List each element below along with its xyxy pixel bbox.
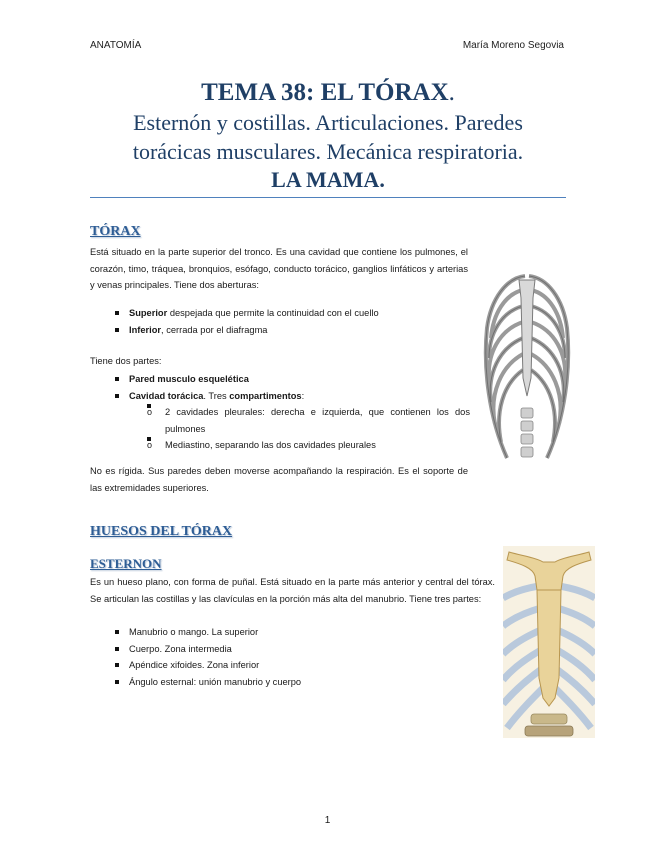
list-item: Inferior, cerrada por el diafragma xyxy=(115,322,379,339)
subsection-heading-esternon: ESTERNON xyxy=(90,556,162,571)
list-item: Manubrio o mango. La superior xyxy=(115,624,301,641)
torax-intro: Está situado en la parte superior del tronco. Es una cavidad que contiene los pulmones, el corazón, timo, tráquea, bronquios, esófago, conducto torácico, ganglios linfáticos y arterias y venas principales. Tiene dos aberturas: xyxy=(90,247,468,290)
compartimentos-list xyxy=(143,404,470,454)
list-item: Ángulo esternal: unión manubrio y cuerpo xyxy=(115,674,301,691)
torax-closing: No es rígida. Sus paredes deben moverse acompañando la respiración. Es el soporte de las extremidades superiores. xyxy=(90,466,468,493)
header-left: ANATOMÍA xyxy=(90,40,142,51)
section-heading-torax: TÓRAX xyxy=(90,224,141,239)
document-title xyxy=(90,78,566,194)
list-item: Cuerpo. Zona intermedia xyxy=(115,641,301,658)
title-line-1: TEMA 38: EL TÓRAX xyxy=(201,79,449,106)
list-item: o Mediastino, separando las dos cavidades pleurales xyxy=(143,437,470,454)
sternum-illustration xyxy=(503,546,595,738)
page-number: 1 xyxy=(324,815,331,826)
header-right: María Moreno Segovia xyxy=(462,40,564,51)
partes-intro: Tiene dos partes: xyxy=(90,356,162,366)
esternon-parts-list xyxy=(115,624,301,690)
title-line-3: torácicas musculares. Mecánica respiratoria. xyxy=(132,139,524,164)
title-line-2: Esternón y costillas. Articulaciones. Paredes xyxy=(133,110,523,135)
title-line-4: LA MAMA. xyxy=(271,167,385,192)
partes-list xyxy=(115,371,470,454)
section-heading-huesos: HUESOS DEL TÓRAX xyxy=(90,524,233,539)
rib-cage-illustration xyxy=(477,258,577,482)
list-item: Cavidad torácica. Tres compartimentos: o 2 cavidades pleurales: derecha e izquierda, que contienen los dos pulmones o Mediastino, separando las dos cavidades pleurales xyxy=(115,388,470,454)
title-line-1-dot: . xyxy=(448,79,455,106)
list-item: Superior despejada que permite la continuidad con el cuello xyxy=(115,305,379,322)
list-item: Apéndice xifoides. Zona inferior xyxy=(115,657,301,674)
aberturas-list xyxy=(115,305,379,338)
list-item: o 2 cavidades pleurales: derecha e izquierda, que contienen los dos pulmones xyxy=(143,404,470,437)
esternon-intro: Es un hueso plano, con forma de puñal. Está situado en la parte más anterior y central del tórax. Se articulan las costillas y las clavículas en la porción más alta del manubrio. Tiene tres partes: xyxy=(90,577,495,604)
title-divider xyxy=(90,197,566,198)
list-item: Pared musculo esquelética xyxy=(115,371,470,388)
